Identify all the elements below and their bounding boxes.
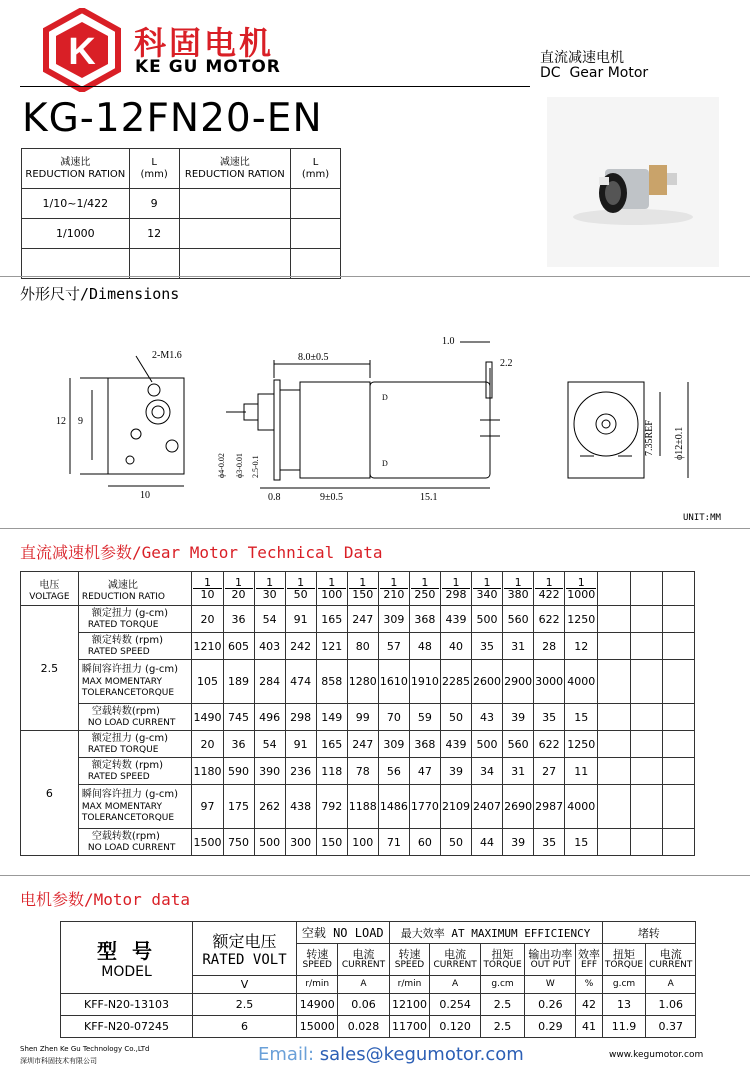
value-cell: 56 [378,758,409,785]
value-cell: 36 [223,731,254,758]
param-label: 额定转数 (rpm) RATED SPEED [78,758,192,785]
param-label: 额定扭力 (g-cm) RATED TORQUE [78,606,192,633]
voltage-cell: 6 [21,731,79,856]
value-cell: 1910 [409,660,440,704]
value-cell: 47 [409,758,440,785]
marker-d-2: D [382,459,388,468]
value-cell: 496 [254,704,285,731]
value-cell: 2900 [503,660,534,704]
dim-10: 10 [140,490,150,501]
value-cell: 165 [316,731,347,758]
value-cell: 70 [378,704,409,731]
value-cell: 500 [472,606,503,633]
value-cell: 1280 [347,660,378,704]
noload-header: 空载 NO LOAD [297,922,390,944]
value-cell: 792 [316,785,347,829]
value-cell: KFF-N20-07245 [61,1016,193,1038]
table-row [61,922,696,944]
value-cell: 0.120 [430,1016,480,1038]
value-cell: 99 [347,704,378,731]
ratio-cell: 1 340 [472,572,503,606]
value-cell: 50 [440,704,471,731]
value-cell: 590 [223,758,254,785]
logo-letter: K [68,31,96,73]
value-cell: 0.028 [338,1016,389,1038]
reduction-header: 减速比 REDUCTION RATION [22,149,130,189]
marker-d: D [382,393,388,402]
value-cell: 44 [472,829,503,856]
dim-d3: ϕ3-0.01 [235,453,244,478]
value-cell: 439 [440,606,471,633]
dim-2-2: 2.2 [500,358,513,369]
company-name-en: Shen Zhen Ke Gu Technology Co.,LTd [20,1045,150,1053]
ratio-cell: 1 210 [378,572,409,606]
reduction-table [21,148,341,279]
value-cell: 35 [534,829,565,856]
table-row [21,572,695,606]
brand-name-cn: 科固电机 [134,24,275,62]
value-cell: 39 [503,704,534,731]
value-cell: 15 [565,704,598,731]
value-cell: 2407 [472,785,503,829]
table-row: 1/10~1/422 9 [22,189,341,219]
value-cell: 0.26 [525,994,576,1016]
category-en: DC Gear Motor [540,65,649,81]
website-link[interactable]: www.kegumotor.com [609,1050,704,1060]
value-cell: 262 [254,785,285,829]
ratio-cell: 1 50 [285,572,316,606]
sub-header: 转速 SPEED [389,944,430,976]
value-cell: 41 [576,1016,602,1038]
dim-7-35: 7.35REF [644,420,655,456]
header-divider [20,86,530,87]
value-cell: 622 [534,606,565,633]
ratio-cell: 1 150 [347,572,378,606]
value-cell: 474 [285,660,316,704]
value-cell: 560 [503,606,534,633]
value-cell: 42 [576,994,602,1016]
value-cell: 438 [285,785,316,829]
table-row [22,249,341,279]
table-row [21,660,695,704]
value-cell: 1770 [409,785,440,829]
sub-header: 电流 CURRENT [646,944,696,976]
table-row [21,606,695,633]
table-row [21,633,695,660]
param-label: 额定转数 (rpm) RATED SPEED [78,633,192,660]
value-cell: 149 [316,704,347,731]
email-label: Email: [258,1044,320,1065]
value-cell: 622 [534,731,565,758]
value-cell: 309 [378,731,409,758]
dim-d12: ϕ12±0.1 [674,426,685,460]
value-cell: 500 [254,829,285,856]
value-cell: 390 [254,758,285,785]
value-cell: 36 [223,606,254,633]
dim-0-8: 0.8 [268,492,281,503]
value-cell: 4000 [565,785,598,829]
value-cell: 2.5 [480,1016,525,1038]
value-cell: 39 [440,758,471,785]
ratio-header: 减速比 REDUCTION RATIO [78,572,192,606]
section-divider [0,528,750,529]
dim-screw: 2-M1.6 [152,350,182,361]
volt-header: 额定电压 RATED VOLT [193,922,297,976]
value-cell: 500 [472,731,503,758]
company-name-cn: 深圳市科固技术有限公司 [20,1057,97,1065]
value-cell: 35 [534,704,565,731]
gear-data-table [20,571,695,856]
value-cell: 11700 [389,1016,430,1038]
value-cell: 284 [254,660,285,704]
ratio-cell: 1 380 [503,572,534,606]
value-cell: 31 [503,633,534,660]
value-cell: 247 [347,606,378,633]
value-cell: 27 [534,758,565,785]
table-row: 1/1000 12 [22,219,341,249]
value-cell: 150 [316,829,347,856]
value-cell: 118 [316,758,347,785]
sub-header: 电流 CURRENT [430,944,480,976]
ratio-cell: 1 1000 [565,572,598,606]
gear-data-title: 直流减速机参数/Gear Motor Technical Data [20,543,383,562]
motor-data-table [60,921,696,1038]
value-cell: 1250 [565,731,598,758]
value-cell: 97 [192,785,223,829]
section-divider [0,875,750,876]
param-label: 额定扭力 (g-cm) RATED TORQUE [78,731,192,758]
value-cell: 91 [285,606,316,633]
sub-header: 电流 CURRENT [338,944,389,976]
value-cell: 91 [285,731,316,758]
section-divider [0,276,750,277]
value-cell: 750 [223,829,254,856]
value-cell: 15000 [297,1016,338,1038]
table-row [61,994,696,1016]
value-cell: 48 [409,633,440,660]
ratio-cell: 1 20 [223,572,254,606]
dim-12: 12 [56,416,66,427]
value-cell: 1210 [192,633,223,660]
table-row [21,829,695,856]
value-cell: 247 [347,731,378,758]
value-cell: 4000 [565,660,598,704]
value-cell: 15 [565,829,598,856]
param-label: 空载转数(rpm) NO LOAD CURRENT [78,704,192,731]
brand-logo [40,8,124,92]
value-cell: 60 [409,829,440,856]
product-photo [547,97,719,267]
value-cell: 242 [285,633,316,660]
dim-8: 8.0±0.5 [298,352,329,363]
value-cell: 1180 [192,758,223,785]
table-row [21,704,695,731]
ratio-cell: 1 250 [409,572,440,606]
ratio-cell: 1 100 [316,572,347,606]
ratio-cell: 1 30 [254,572,285,606]
value-cell: 13 [602,994,646,1016]
value-cell: 59 [409,704,440,731]
table-row [21,758,695,785]
ratio-cell: 1 422 [534,572,565,606]
value-cell: 14900 [297,994,338,1016]
value-cell: 1188 [347,785,378,829]
value-cell: 78 [347,758,378,785]
model-header: 型 号 MODEL [61,922,193,994]
value-cell: 1486 [378,785,409,829]
value-cell: 12 [565,633,598,660]
value-cell: 368 [409,606,440,633]
value-cell: 2.5 [480,994,525,1016]
value-cell: 2987 [534,785,565,829]
value-cell: 28 [534,633,565,660]
value-cell: 80 [347,633,378,660]
sub-header: 输出功率 OUT PUT [525,944,576,976]
dim-15-1: 15.1 [420,492,438,503]
value-cell: 858 [316,660,347,704]
ratio-cell: 1 10 [192,572,223,606]
dimensions-title: 外形尺寸/Dimensions [20,285,180,303]
gearbox-front-view [70,356,184,486]
value-cell: 2109 [440,785,471,829]
value-cell: 165 [316,606,347,633]
value-cell: 100 [347,829,378,856]
dimension-drawings [20,320,730,520]
email-link[interactable]: sales@kegumotor.com [319,1044,524,1065]
stall-header: 堵转 [602,922,695,944]
value-cell: 11.9 [602,1016,646,1038]
value-cell: 34 [472,758,503,785]
value-cell: 0.06 [338,994,389,1016]
value-cell: 40 [440,633,471,660]
motor-end-view [568,382,688,478]
value-cell: 31 [503,758,534,785]
value-cell: 2600 [472,660,503,704]
value-cell: 2285 [440,660,471,704]
value-cell: 403 [254,633,285,660]
value-cell: 0.254 [430,994,480,1016]
table-row [21,731,695,758]
value-cell: 20 [192,606,223,633]
param-label: 瞬间容许扭力 (g-cm) MAX MOMENTARY TOLERANCETORQUE [78,660,192,704]
value-cell: 54 [254,606,285,633]
value-cell: 20 [192,731,223,758]
value-cell: 189 [223,660,254,704]
param-label: 瞬间容许扭力 (g-cm) MAX MOMENTARY TOLERANCETORQUE [78,785,192,829]
value-cell: 298 [285,704,316,731]
value-cell: 3000 [534,660,565,704]
sub-header: 扭矩 TORQUE [602,944,646,976]
value-cell: 71 [378,829,409,856]
motor-data-title: 电机参数/Motor data [20,890,190,909]
param-label: 空载转数(rpm) NO LOAD CURRENT [78,829,192,856]
unit-label: UNIT:MM [683,513,721,523]
value-cell: 6 [193,1016,297,1038]
dim-9-05: 9±0.5 [320,492,343,503]
value-cell: 2690 [503,785,534,829]
value-cell: 1250 [565,606,598,633]
voltage-header: 电压 VOLTAGE [21,572,79,606]
value-cell: 39 [503,829,534,856]
sub-header: 转速 SPEED [297,944,338,976]
ratio-cell: 1 298 [440,572,471,606]
value-cell: 1500 [192,829,223,856]
value-cell: 300 [285,829,316,856]
value-cell: 560 [503,731,534,758]
value-cell: 439 [440,731,471,758]
voltage-cell: 2.5 [21,606,79,731]
sub-header: 扭矩 TORQUE [480,944,525,976]
value-cell: 605 [223,633,254,660]
table-row [21,785,695,829]
value-cell: 105 [192,660,223,704]
category-cn: 直流减速电机 [540,50,624,66]
model-title: KG-12FN20-EN [22,96,323,141]
dim-1-0: 1.0 [442,336,455,347]
length-header: L (mm) [129,149,179,189]
reduction-header-2: 减速比 REDUCTION RATION [179,149,291,189]
value-cell: 1490 [192,704,223,731]
value-cell: 43 [472,704,503,731]
value-cell: 368 [409,731,440,758]
value-cell: 0.29 [525,1016,576,1038]
table-row: V r/min A r/min A g.cm W % g.cm A [61,976,696,994]
value-cell: 0.37 [646,1016,696,1038]
value-cell: 12100 [389,994,430,1016]
value-cell: 1610 [378,660,409,704]
value-cell: 11 [565,758,598,785]
value-cell: 1.06 [646,994,696,1016]
brand-name-en: KE GU MOTOR [135,57,281,77]
value-cell: 2.5 [193,994,297,1016]
table-row [61,1016,696,1038]
motor-side-view [226,342,500,488]
dim-9: 9 [78,416,83,427]
maxeff-header: 最大效率 AT MAXIMUM EFFICIENCY [389,922,602,944]
value-cell: 175 [223,785,254,829]
value-cell: KFF-N20-13103 [61,994,193,1016]
value-cell: 35 [472,633,503,660]
dim-d4: ϕ4-0.02 [217,453,226,478]
dim-2-5: 2.5-0.1 [251,455,260,478]
sub-header: 效率 EFF [576,944,602,976]
value-cell: 309 [378,606,409,633]
value-cell: 745 [223,704,254,731]
value-cell: 57 [378,633,409,660]
value-cell: 121 [316,633,347,660]
value-cell: 54 [254,731,285,758]
value-cell: 236 [285,758,316,785]
length-header-2: L (mm) [291,149,341,189]
email-contact[interactable] [258,1044,524,1065]
value-cell: 50 [440,829,471,856]
